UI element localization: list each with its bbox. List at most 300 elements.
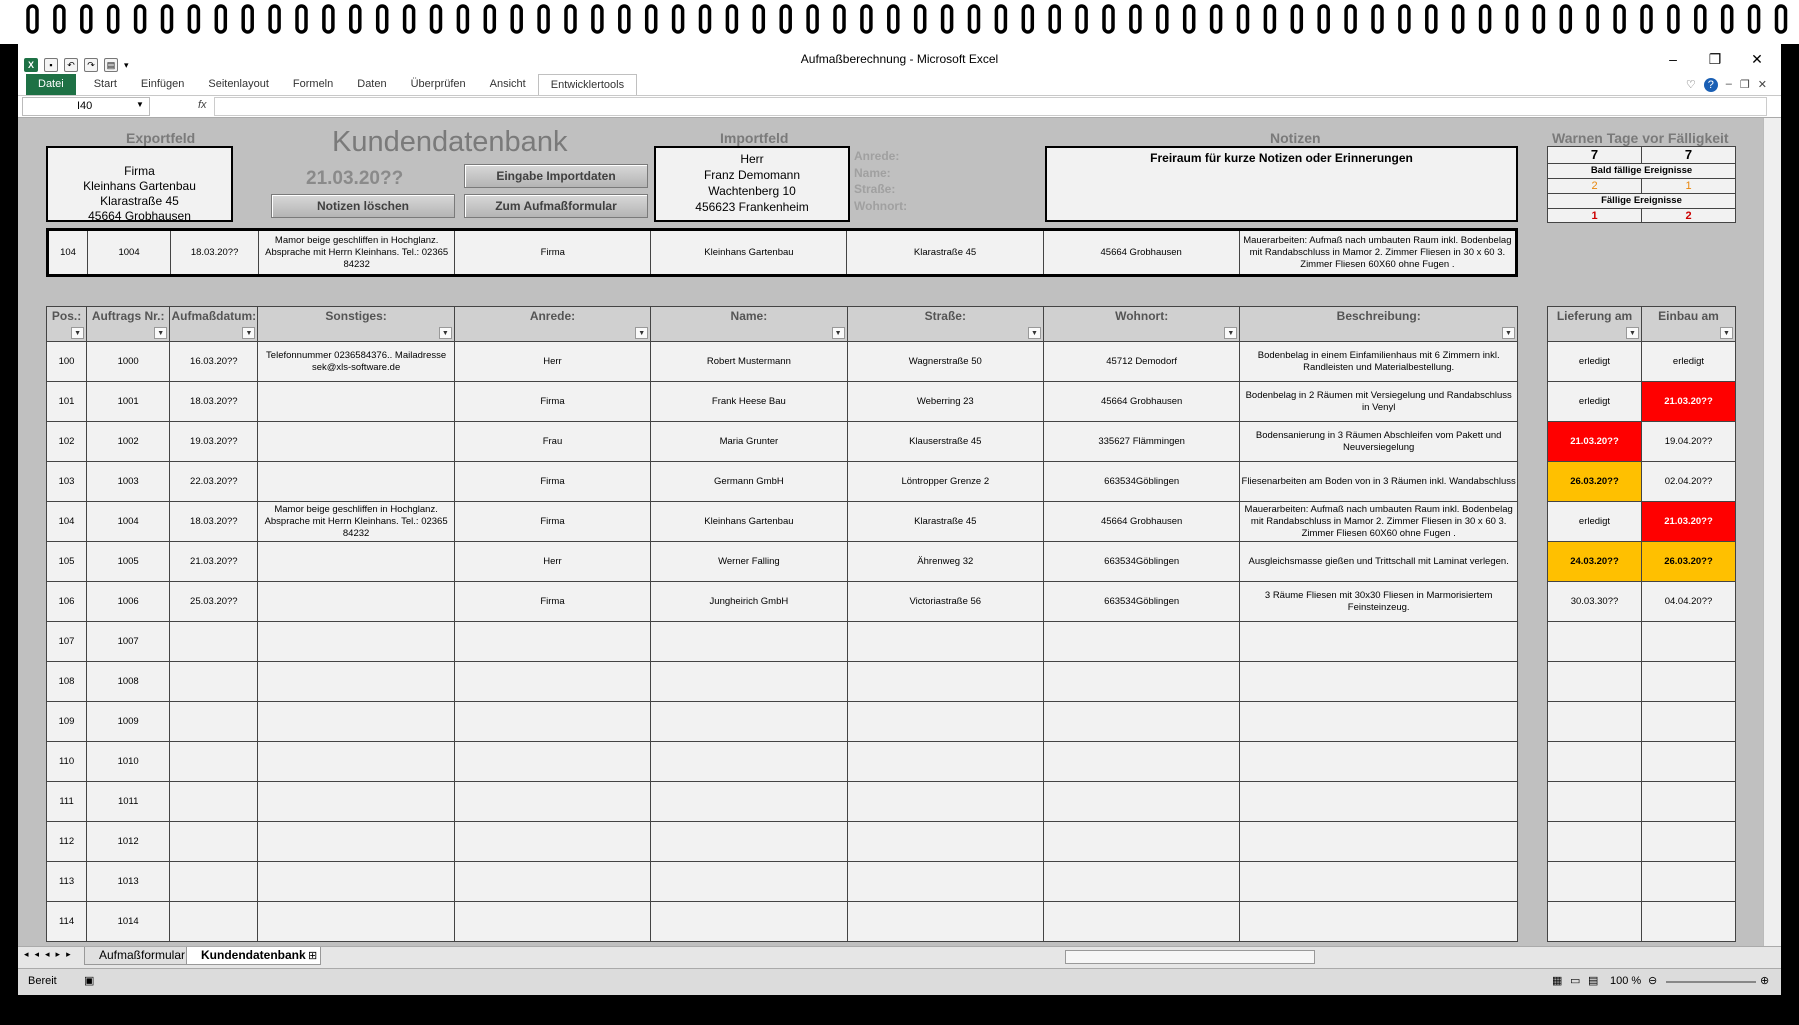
vertical-scrollbar[interactable]: [1763, 118, 1781, 946]
import-address-box: [654, 146, 850, 222]
table-cell-pos[interactable]: 102: [47, 422, 87, 462]
table-cell-ort[interactable]: [1043, 622, 1239, 662]
table-cell-datum[interactable]: [170, 702, 258, 742]
install-date-cell[interactable]: [1642, 902, 1736, 942]
install-date-cell[interactable]: [1642, 782, 1736, 822]
table-row: [47, 502, 1518, 542]
table-cell-datum[interactable]: [170, 622, 258, 662]
table-cell-datum[interactable]: 19.03.20??: [170, 422, 258, 462]
table-cell-pos[interactable]: 110: [47, 742, 87, 782]
column-header-label: Straße:: [924, 309, 966, 323]
table-cell-beschr[interactable]: [1240, 702, 1518, 742]
ribbon-tab[interactable]: Start: [93, 78, 117, 90]
table-row: [47, 582, 1518, 622]
delivery-date-cell[interactable]: 24.03.20??: [1548, 542, 1642, 582]
table-cell-datum[interactable]: 25.03.20??: [170, 582, 258, 622]
table-cell-ort[interactable]: 663534Göblingen: [1043, 462, 1239, 502]
filter-dropdown-icon[interactable]: ▼: [1720, 327, 1733, 339]
table-cell-sonst[interactable]: [258, 742, 454, 782]
table-cell-name[interactable]: Maria Grunter: [651, 422, 847, 462]
selected-cell[interactable]: Firma: [455, 230, 651, 276]
export-line: Firma: [124, 164, 155, 178]
table-cell-name[interactable]: [651, 822, 847, 862]
table-cell-name[interactable]: [651, 742, 847, 782]
table-cell-anrede[interactable]: [454, 702, 650, 742]
import-line: 456623 Frankenheim: [695, 200, 809, 214]
install-date-cell[interactable]: 02.04.20??: [1642, 462, 1736, 502]
selected-cell[interactable]: 18.03.20??: [171, 230, 259, 276]
table-cell-strasse[interactable]: Victoriastraße 56: [847, 582, 1043, 622]
filter-dropdown-icon[interactable]: ▼: [832, 327, 845, 339]
filter-dropdown-icon[interactable]: ▼: [1502, 327, 1515, 339]
table-cell-sonst[interactable]: [258, 462, 454, 502]
due-label: Fällige Ereignisse: [1548, 194, 1736, 209]
table-cell-ort[interactable]: [1043, 902, 1239, 942]
selected-cell[interactable]: Mauerarbeiten: Aufmaß nach umbauten Raum inkl. Bodenbelag mit Randabschluss in Mamor 2. Zimmer Fliesen in 30 x 60 3. Zimmer Fliesen 60X60 ohne Fugen .: [1239, 230, 1516, 276]
table-cell-beschr[interactable]: Mauerarbeiten: Aufmaß nach umbauten Raum inkl. Bodenbelag mit Randabschluss in Mamor 2. Zimmer Fliesen in 30 x 60 3. Zimmer Fliesen 60X60 ohne Fugen .: [1240, 502, 1518, 542]
ribbon-tab[interactable]: Einfügen: [140, 78, 185, 90]
install-date-cell[interactable]: 21.03.20??: [1642, 382, 1736, 422]
install-date-cell[interactable]: erledigt: [1642, 342, 1736, 382]
soon-due-delivery: 2: [1548, 179, 1642, 194]
table-cell-sonst[interactable]: [258, 422, 454, 462]
table-cell-beschr[interactable]: [1240, 742, 1518, 782]
table-row: [1548, 542, 1736, 582]
table-cell-nr[interactable]: 1013: [87, 862, 170, 902]
delivery-date-cell[interactable]: erledigt: [1548, 342, 1642, 382]
due-install: 2: [1642, 209, 1736, 223]
table-cell-ort[interactable]: [1043, 862, 1239, 902]
delivery-date-cell[interactable]: erledigt: [1548, 502, 1642, 542]
customize-toolbar-icon[interactable]: ▾: [124, 60, 129, 70]
import-label-strasse: Straße:: [854, 182, 896, 196]
table-cell-ort[interactable]: [1043, 822, 1239, 862]
export-line: Kleinhans Gartenbau: [83, 179, 196, 193]
table-row: [47, 382, 1518, 422]
filter-dropdown-icon[interactable]: ▼: [1626, 327, 1639, 339]
table-cell-name[interactable]: Werner Falling: [651, 542, 847, 582]
table-cell-ort[interactable]: 335627 Flämmingen: [1043, 422, 1239, 462]
table-cell-datum[interactable]: 18.03.20??: [170, 382, 258, 422]
table-cell-datum[interactable]: 22.03.20??: [170, 462, 258, 502]
table-row: [1548, 382, 1736, 422]
table-cell-pos[interactable]: 104: [47, 502, 87, 542]
soon-due-install: 1: [1642, 179, 1736, 194]
table-cell-anrede[interactable]: Herr: [454, 542, 650, 582]
table-row: [1548, 662, 1736, 702]
export-line: 45664 Grobhausen: [88, 209, 191, 223]
table-cell-strasse[interactable]: [847, 622, 1043, 662]
close-workbook-icon[interactable]: ✕: [1757, 79, 1767, 91]
macro-record-icon[interactable]: ▣: [84, 975, 95, 987]
table-cell-anrede[interactable]: Herr: [454, 342, 650, 382]
due-delivery: 1: [1548, 209, 1642, 223]
table-cell-anrede[interactable]: [454, 662, 650, 702]
delivery-date-cell[interactable]: [1548, 662, 1642, 702]
column-header-label: Sonstiges:: [325, 309, 387, 323]
ribbon-tabs: [18, 74, 1781, 96]
filter-dropdown-icon[interactable]: ▼: [154, 327, 167, 339]
window-controls: [1659, 44, 1771, 74]
selected-cell[interactable]: Mamor beige geschliffen in Hochglanz. Absprache mit Herrn Kleinhans. Tel.: 02365 84232: [259, 230, 455, 276]
table-cell-strasse[interactable]: [847, 782, 1043, 822]
notebook-binding: [0, 0, 1799, 44]
table-cell-strasse[interactable]: [847, 742, 1043, 782]
table-cell-anrede[interactable]: [454, 742, 650, 782]
table-cell-pos[interactable]: 105: [47, 542, 87, 582]
column-header: [87, 307, 170, 342]
ribbon-tab[interactable]: Ansicht: [489, 78, 526, 90]
name-box[interactable]: I40: [22, 97, 150, 116]
table-cell-pos[interactable]: 109: [47, 702, 87, 742]
to-form-button[interactable]: Zum Aufmaßformular: [464, 194, 648, 218]
table-cell-anrede[interactable]: Firma: [454, 502, 650, 542]
table-row: [47, 542, 1518, 582]
selected-cell[interactable]: 45664 Grobhausen: [1043, 230, 1239, 276]
install-date-cell[interactable]: [1642, 622, 1736, 662]
install-date-cell[interactable]: [1642, 662, 1736, 702]
table-row: [47, 902, 1518, 942]
save-icon[interactable]: ▪: [44, 58, 58, 72]
zoom-slider[interactable]: [1666, 981, 1756, 983]
table-row: [47, 702, 1518, 742]
delivery-date-cell[interactable]: [1548, 742, 1642, 782]
import-label-anrede: Anrede:: [854, 149, 900, 163]
install-date-cell[interactable]: 26.03.20??: [1642, 542, 1736, 582]
minimize-icon[interactable]: –: [1669, 51, 1677, 67]
table-cell-ort[interactable]: 663534Göblingen: [1043, 582, 1239, 622]
notes-box[interactable]: [1045, 146, 1518, 222]
table-cell-anrede[interactable]: Frau: [454, 422, 650, 462]
filter-dropdown-icon[interactable]: ▼: [242, 327, 255, 339]
table-cell-strasse[interactable]: [847, 822, 1043, 862]
horizontal-scrollbar[interactable]: [1065, 950, 1315, 964]
install-date-cell[interactable]: 04.04.20??: [1642, 582, 1736, 622]
column-header: [1240, 307, 1518, 342]
table-cell-beschr[interactable]: Bodenbelag in 2 Räumen mit Versiegelung und Randabschluss in Venyl: [1240, 382, 1518, 422]
table-cell-name[interactable]: [651, 662, 847, 702]
table-cell-sonst[interactable]: [258, 662, 454, 702]
table-cell-pos[interactable]: 106: [47, 582, 87, 622]
clear-notes-button[interactable]: Notizen löschen: [271, 194, 455, 218]
table-cell-pos[interactable]: 103: [47, 462, 87, 502]
table-cell-name[interactable]: Frank Heese Bau: [651, 382, 847, 422]
formula-input[interactable]: [214, 97, 1767, 116]
table-cell-sonst[interactable]: [258, 382, 454, 422]
table-cell-datum[interactable]: [170, 822, 258, 862]
excel-window: [18, 44, 1781, 995]
table-cell-anrede[interactable]: [454, 822, 650, 862]
import-section-label: Importfeld: [720, 130, 789, 146]
worksheet: [18, 118, 1763, 946]
column-header: [454, 307, 650, 342]
table-cell-nr[interactable]: 1005: [87, 542, 170, 582]
table-cell-anrede[interactable]: Firma: [454, 382, 650, 422]
view-layout-icon[interactable]: ▭: [1570, 975, 1581, 987]
sheet-tab-kundendatenbank[interactable]: Kundendatenbank: [186, 947, 321, 965]
notes-text: Freiraum für kurze Notizen oder Erinnerungen: [1150, 151, 1413, 165]
table-cell-beschr[interactable]: Ausgleichsmasse gießen und Trittschall mit Laminat verlegen.: [1240, 542, 1518, 582]
table-cell-anrede[interactable]: [454, 622, 650, 662]
table-row: [1548, 502, 1736, 542]
selected-cell[interactable]: 104: [48, 230, 88, 276]
table-cell-pos[interactable]: 101: [47, 382, 87, 422]
notes-section-label: Notizen: [1270, 130, 1321, 146]
table-cell-ort[interactable]: [1043, 662, 1239, 702]
table-cell-beschr[interactable]: [1240, 862, 1518, 902]
name-box-dropdown-icon[interactable]: ▼: [136, 100, 144, 109]
restore-icon[interactable]: ❐: [1708, 51, 1722, 67]
column-header-label: Anrede:: [529, 309, 576, 323]
table-row: [1548, 422, 1736, 462]
table-cell-datum[interactable]: [170, 742, 258, 782]
table-cell-beschr[interactable]: [1240, 902, 1518, 942]
table-cell-strasse[interactable]: Wagnerstraße 50: [847, 342, 1043, 382]
table-cell-pos[interactable]: 114: [47, 902, 87, 942]
ribbon-tab[interactable]: Überprüfen: [410, 78, 466, 90]
ribbon-tab[interactable]: Formeln: [292, 78, 334, 90]
table-row: [47, 622, 1518, 662]
table-cell-ort[interactable]: [1043, 702, 1239, 742]
table-row: [1548, 702, 1736, 742]
table-cell-beschr[interactable]: [1240, 622, 1518, 662]
view-normal-icon[interactable]: ▦: [1552, 975, 1563, 987]
table-cell-sonst[interactable]: [258, 702, 454, 742]
undo-icon[interactable]: ↶: [64, 58, 78, 72]
table-row: [47, 742, 1518, 782]
excel-logo-icon: X: [24, 58, 38, 72]
table-cell-name[interactable]: [651, 902, 847, 942]
table-cell-anrede[interactable]: Firma: [454, 462, 650, 502]
table-cell-pos[interactable]: 108: [47, 662, 87, 702]
table-cell-name[interactable]: Germann GmbH: [651, 462, 847, 502]
table-cell-strasse[interactable]: Weberring 23: [847, 382, 1043, 422]
table-cell-strasse[interactable]: [847, 902, 1043, 942]
insert-function-icon[interactable]: fx: [198, 99, 207, 111]
delivery-date-cell[interactable]: [1548, 902, 1642, 942]
warn-section-label: Warnen Tage vor Fälligkeit: [1552, 130, 1729, 146]
table-cell-strasse[interactable]: [847, 702, 1043, 742]
redo-icon[interactable]: ↷: [84, 58, 98, 72]
table-cell-strasse[interactable]: Löntropper Grenze 2: [847, 462, 1043, 502]
customer-table: [46, 306, 1518, 942]
sheet-tab-aufmassformular[interactable]: Aufmaßformular: [84, 947, 200, 965]
delivery-date-cell[interactable]: [1548, 822, 1642, 862]
status-bar: [18, 968, 1781, 995]
table-cell-nr[interactable]: 1003: [87, 462, 170, 502]
ribbon-collapse-icon[interactable]: ♡: [1685, 79, 1696, 91]
install-date-cell[interactable]: [1642, 702, 1736, 742]
column-header: [1548, 307, 1642, 342]
table-cell-beschr[interactable]: 3 Räume Fliesen mit 30x30 Fliesen in Marmorisiertem Feinsteinzeug.: [1240, 582, 1518, 622]
warn-days-delivery[interactable]: 7: [1548, 147, 1642, 164]
close-icon[interactable]: ✕: [1751, 51, 1763, 67]
filter-dropdown-icon[interactable]: ▼: [71, 327, 84, 339]
formula-bar: [18, 96, 1781, 118]
table-cell-name[interactable]: Jungheirich GmbH: [651, 582, 847, 622]
table-cell-strasse[interactable]: Klauserstraße 45: [847, 422, 1043, 462]
delivery-date-cell[interactable]: [1548, 862, 1642, 902]
table-cell-nr[interactable]: 1008: [87, 662, 170, 702]
table-cell-ort[interactable]: 45712 Demodorf: [1043, 342, 1239, 382]
install-date-cell[interactable]: 19.04.20??: [1642, 422, 1736, 462]
selected-cell[interactable]: Klarastraße 45: [847, 230, 1043, 276]
view-pagebreak-icon[interactable]: ▤: [1588, 975, 1599, 987]
form-icon[interactable]: ▤: [104, 58, 118, 72]
install-date-cell[interactable]: [1642, 742, 1736, 782]
table-cell-ort[interactable]: [1043, 782, 1239, 822]
ribbon-tab[interactable]: Daten: [357, 78, 387, 90]
table-cell-name[interactable]: Robert Mustermann: [651, 342, 847, 382]
table-cell-ort[interactable]: 663534Göblingen: [1043, 542, 1239, 582]
table-cell-nr[interactable]: 1006: [87, 582, 170, 622]
install-date-cell[interactable]: [1642, 822, 1736, 862]
delivery-date-cell[interactable]: [1548, 622, 1642, 662]
table-cell-ort[interactable]: 45664 Grobhausen: [1043, 382, 1239, 422]
column-header: [258, 307, 454, 342]
table-cell-anrede[interactable]: [454, 782, 650, 822]
table-cell-nr[interactable]: 1010: [87, 742, 170, 782]
zoom-in-icon[interactable]: ⊕: [1760, 975, 1770, 987]
table-cell-name[interactable]: [651, 862, 847, 902]
table-cell-pos[interactable]: 113: [47, 862, 87, 902]
delivery-date-cell[interactable]: [1548, 702, 1642, 742]
table-cell-datum[interactable]: [170, 902, 258, 942]
delivery-date-cell[interactable]: 21.03.20??: [1548, 422, 1642, 462]
filter-dropdown-icon[interactable]: ▼: [1028, 327, 1041, 339]
table-cell-nr[interactable]: 1002: [87, 422, 170, 462]
table-cell-sonst[interactable]: [258, 782, 454, 822]
filter-dropdown-icon[interactable]: ▼: [1224, 327, 1237, 339]
page-title: Kundendatenbank: [332, 126, 568, 158]
table-row: [1548, 462, 1736, 502]
table-cell-datum[interactable]: 21.03.20??: [170, 542, 258, 582]
table-cell-datum[interactable]: 18.03.20??: [170, 502, 258, 542]
table-cell-ort[interactable]: 45664 Grobhausen: [1043, 502, 1239, 542]
column-header: [170, 307, 258, 342]
ribbon-tab[interactable]: Datei: [26, 74, 76, 95]
table-cell-anrede[interactable]: [454, 862, 650, 902]
table-cell-nr[interactable]: 1012: [87, 822, 170, 862]
table-cell-name[interactable]: Kleinhans Gartenbau: [651, 502, 847, 542]
delivery-date-cell[interactable]: 30.03.30??: [1548, 582, 1642, 622]
table-cell-strasse[interactable]: Ährenweg 32: [847, 542, 1043, 582]
table-cell-sonst[interactable]: Telefonnummer 0236584376.. Mailadresse sek@xls-software.de: [258, 342, 454, 382]
table-cell-strasse[interactable]: [847, 862, 1043, 902]
table-row: [47, 862, 1518, 902]
table-cell-nr[interactable]: 1009: [87, 702, 170, 742]
zoom-level: 100 %: [1610, 975, 1642, 987]
export-section-label: Exportfeld: [126, 130, 196, 146]
table-cell-sonst[interactable]: [258, 862, 454, 902]
table-cell-datum[interactable]: [170, 662, 258, 702]
table-cell-beschr[interactable]: Bodensanierung in 3 Räumen Abschleifen vom Pakett und Neuversiegelung: [1240, 422, 1518, 462]
table-cell-sonst[interactable]: [258, 822, 454, 862]
warn-days-install[interactable]: 7: [1642, 147, 1736, 164]
table-cell-nr[interactable]: 1000: [87, 342, 170, 382]
import-line: Franz Demomann: [703, 168, 801, 182]
table-cell-nr[interactable]: 1007: [87, 622, 170, 662]
table-row: [47, 342, 1518, 382]
help-icon[interactable]: ?: [1704, 78, 1718, 92]
import-input-button[interactable]: Eingabe Importdaten: [464, 164, 648, 188]
table-cell-nr[interactable]: 1014: [87, 902, 170, 942]
table-cell-name[interactable]: [651, 702, 847, 742]
table-cell-strasse[interactable]: [847, 662, 1043, 702]
column-header: [1043, 307, 1239, 342]
delivery-date-cell[interactable]: erledigt: [1548, 382, 1642, 422]
table-cell-beschr[interactable]: [1240, 822, 1518, 862]
sheet-tab-bar: [18, 946, 1781, 968]
ribbon-tab[interactable]: Entwicklertools: [538, 74, 637, 95]
column-header-label: Name:: [730, 309, 768, 323]
filter-dropdown-icon[interactable]: ▼: [635, 327, 648, 339]
table-row: [47, 782, 1518, 822]
table-cell-sonst[interactable]: Mamor beige geschliffen in Hochglanz. Absprache mit Herrn Kleinhans. Tel.: 02365 84232: [258, 502, 454, 542]
table-cell-beschr[interactable]: [1240, 662, 1518, 702]
table-cell-nr[interactable]: 1004: [87, 502, 170, 542]
table-cell-pos[interactable]: 112: [47, 822, 87, 862]
install-date-cell[interactable]: 21.03.20??: [1642, 502, 1736, 542]
table-cell-nr[interactable]: 1001: [87, 382, 170, 422]
restore-workbook-icon[interactable]: ❐: [1739, 79, 1750, 91]
delivery-date-cell[interactable]: 26.03.20??: [1548, 462, 1642, 502]
column-header-label: Auftrags Nr.:: [91, 309, 165, 323]
table-cell-sonst[interactable]: [258, 582, 454, 622]
table-cell-datum[interactable]: [170, 782, 258, 822]
ribbon-tab[interactable]: Seitenlayout: [208, 78, 269, 90]
insert-sheet-icon[interactable]: ⊞: [308, 950, 318, 962]
table-cell-beschr[interactable]: Bodenbelag in einem Einfamilienhaus mit 6 Zimmern inkl. Randleisten und Materialbestellung.: [1240, 342, 1518, 382]
table-cell-anrede[interactable]: [454, 902, 650, 942]
zoom-out-icon[interactable]: ⊖: [1648, 975, 1658, 987]
table-row: [47, 662, 1518, 702]
selected-cell[interactable]: 1004: [88, 230, 171, 276]
current-date: 21.03.20??: [306, 168, 404, 189]
table-cell-sonst[interactable]: [258, 542, 454, 582]
table-cell-name[interactable]: [651, 622, 847, 662]
selected-cell[interactable]: Kleinhans Gartenbau: [651, 230, 847, 276]
delivery-date-cell[interactable]: [1548, 782, 1642, 822]
table-cell-datum[interactable]: [170, 862, 258, 902]
table-row: [1548, 862, 1736, 902]
table-row: [1548, 742, 1736, 782]
title-bar: [18, 44, 1781, 74]
column-header-label: Wohnort:: [1115, 309, 1169, 323]
table-cell-strasse[interactable]: Klarastraße 45: [847, 502, 1043, 542]
table-cell-name[interactable]: [651, 782, 847, 822]
table-row: [1548, 782, 1736, 822]
table-cell-beschr[interactable]: [1240, 782, 1518, 822]
table-cell-pos[interactable]: 100: [47, 342, 87, 382]
export-address-box: [46, 146, 233, 222]
table-cell-pos[interactable]: 107: [47, 622, 87, 662]
filter-dropdown-icon[interactable]: ▼: [439, 327, 452, 339]
export-line: Klarastraße 45: [100, 194, 179, 208]
install-date-cell[interactable]: [1642, 862, 1736, 902]
sheet-nav-arrows-icon[interactable]: ◂◂◂▸▸: [24, 949, 77, 959]
table-cell-anrede[interactable]: Firma: [454, 582, 650, 622]
table-cell-ort[interactable]: [1043, 742, 1239, 782]
table-cell-beschr[interactable]: Fliesenarbeiten am Boden von in 3 Räumen inkl. Wandabschluss: [1240, 462, 1518, 502]
table-cell-pos[interactable]: 111: [47, 782, 87, 822]
table-cell-nr[interactable]: 1011: [87, 782, 170, 822]
table-cell-datum[interactable]: 16.03.20??: [170, 342, 258, 382]
table-cell-sonst[interactable]: [258, 622, 454, 662]
import-label-wohnort: Wohnort:: [854, 198, 908, 213]
table-cell-sonst[interactable]: [258, 902, 454, 942]
minimize-workbook-icon[interactable]: –: [1725, 78, 1732, 90]
